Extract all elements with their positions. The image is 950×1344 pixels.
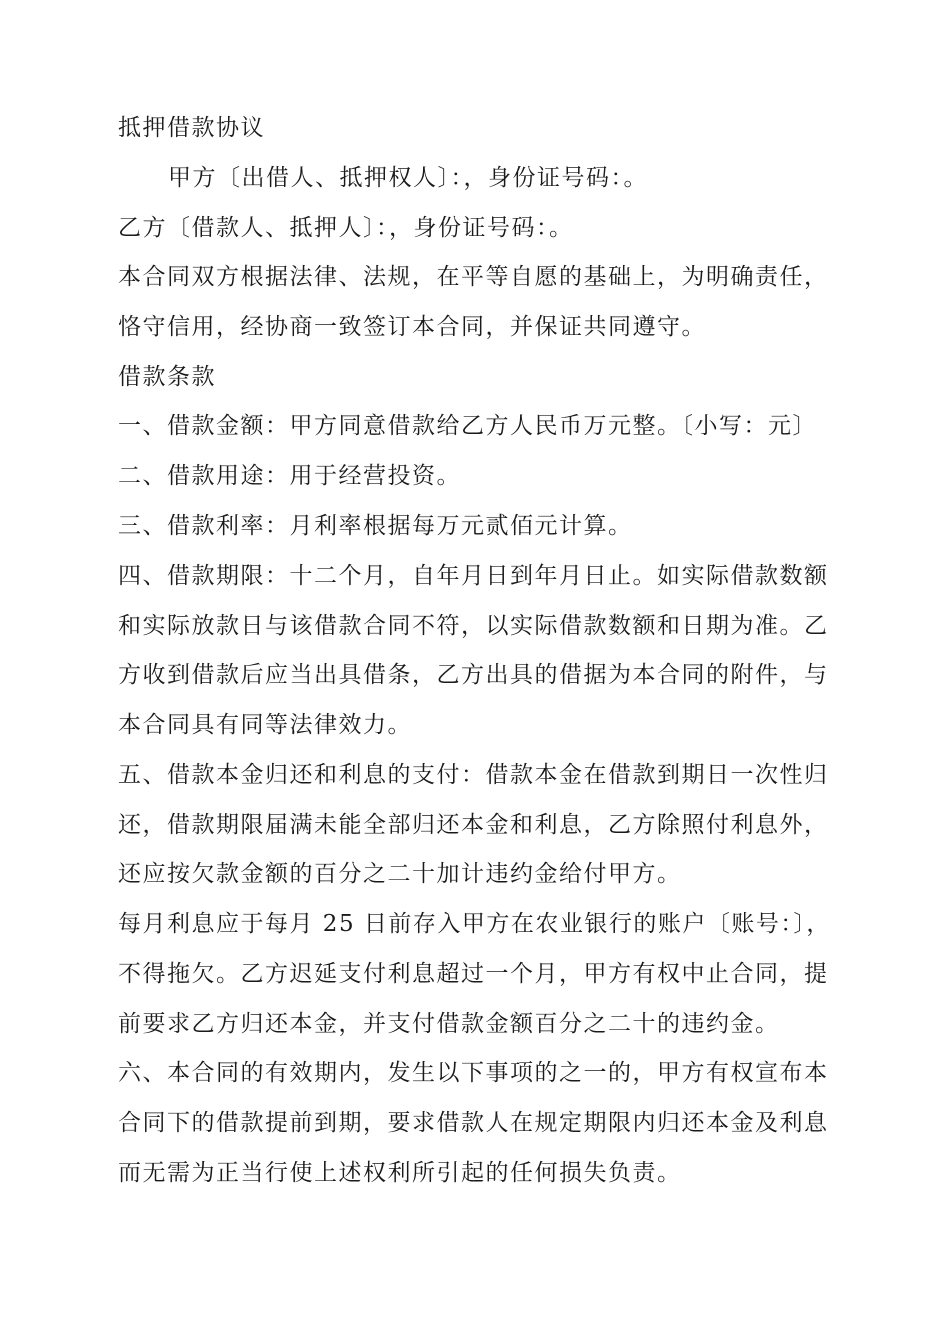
clause-5-line: 还，借款期限届满未能全部归还本金和利息，乙方除照付利息外， bbox=[118, 812, 829, 838]
document-title: 抵押借款协议 bbox=[118, 115, 265, 141]
preamble-line: 本合同双方根据法律、法规，在平等自愿的基础上，为明确责任， bbox=[118, 264, 829, 290]
clause-6-line: 六、本合同的有效期内，发生以下事项的之一的，甲方有权宣布本 bbox=[118, 1060, 829, 1086]
party-a-line: 甲方〔出借人、抵押权人〕：，身份证号码：。 bbox=[168, 165, 648, 191]
clause-2: 二、借款用途：用于经营投资。 bbox=[118, 463, 461, 489]
party-b-line: 乙方〔借款人、抵押人〕：，身份证号码：。 bbox=[118, 215, 574, 241]
clause-5-line: 还应按欠款金额的百分之二十加计违约金给付甲方。 bbox=[118, 861, 682, 887]
clause-6-line: 而无需为正当行使上述权利所引起的任何损失负责。 bbox=[118, 1160, 682, 1186]
clause-3: 三、借款利率：月利率根据每万元贰佰元计算。 bbox=[118, 513, 633, 539]
section-heading: 借款条款 bbox=[118, 364, 216, 390]
clause-4-line: 和实际放款日与该借款合同不符，以实际借款数额和日期为准。乙 bbox=[118, 613, 829, 639]
clause-4-line: 本合同具有同等法律效力。 bbox=[118, 712, 412, 738]
clause-5-interest-line: 前要求乙方归还本金，并支付借款金额百分之二十的违约金。 bbox=[118, 1011, 780, 1037]
clause-5-line: 五、借款本金归还和利息的支付：借款本金在借款到期日一次性归 bbox=[118, 762, 829, 788]
clause-4-line: 四、借款期限：十二个月，自年月日到年月日止。如实际借款数额 bbox=[118, 563, 829, 589]
clause-5-interest-line: 不得拖欠。乙方迟延支付利息超过一个月，甲方有权中止合同，提 bbox=[118, 961, 829, 987]
clause-4-line: 方收到借款后应当出具借条，乙方出具的借据为本合同的附件，与 bbox=[118, 662, 829, 688]
clause-6-line: 合同下的借款提前到期，要求借款人在规定期限内归还本金及利息 bbox=[118, 1110, 829, 1136]
clause-5-interest-line: 每月利息应于每月 25 日前存入甲方在农业银行的账户〔账号：〕， bbox=[118, 911, 831, 937]
clause-1: 一、借款金额：甲方同意借款给乙方人民币万元整。〔小写：元〕 bbox=[118, 413, 817, 439]
preamble-line: 恪守信用，经协商一致签订本合同，并保证共同遵守。 bbox=[118, 314, 706, 340]
